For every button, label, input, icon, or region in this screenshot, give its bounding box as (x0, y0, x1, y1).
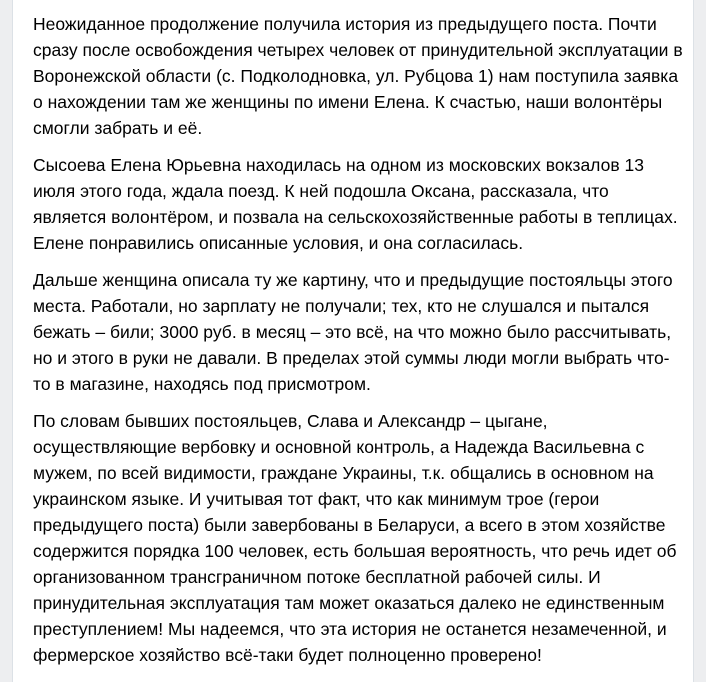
post-paragraph-1: Неожиданное продолжение получила история из предыдущего поста. Почти сразу после освобождения четырех человек от принудительной эксплуатации в Воронежской области (с. Подколодновка, ул. Рубцова 1) нам поступила заявка о нахождении там же женщины по имени Елена. К счастью, наши волонтёры смогли забрать и её. (33, 14, 683, 138)
post-paragraph-2: Сысоева Елена Юрьевна находилась на одном из московских вокзалов 13 июля этого года, ждала поезд. К ней подошла Оксана, рассказала, что является волонтёром, и позвала на сельскохозяйственные работы в теплицах. Елене понравились описанные условия, и она согласилась. (33, 155, 678, 253)
post-card (12, 0, 694, 682)
post-paragraph-4: По словам бывших постояльцев, Слава и Александр – цыгане, осуществляющие вербовку и основной контроль, а Надежда Васильевна с мужем, по всей видимости, граждане Украины, т.к. общались в основном на украинском языке. И учитывая тот факт, что как минимум трое (герои предыдущего поста) были завербованы в Беларуси, а всего в этом хозяйстве содержится порядка 100 человек, есть большая вероятность, что речь идет об организованном трансграничном потоке бесплатной рабочей силы. И принудительная эксплуатация там может оказаться далеко не единственным преступлением! Мы надеемся, что эта история не останется незамеченной, и фермерское хозяйство всё-таки будет полноценно проверено! (33, 411, 677, 665)
post-text (33, 11, 683, 679)
post-paragraph-3: Дальше женщина описала ту же картину, что и предыдущие постояльцы этого места. Работали, но зарплату не получали; тех, кто не слушался и пытался бежать – били; 3000 руб. в месяц – это всё, на что можно было рассчитывать, но и этого в руки не давали. В пределах этой суммы люди могли выбрать что-то в магазине, находясь под присмотром. (33, 270, 673, 394)
